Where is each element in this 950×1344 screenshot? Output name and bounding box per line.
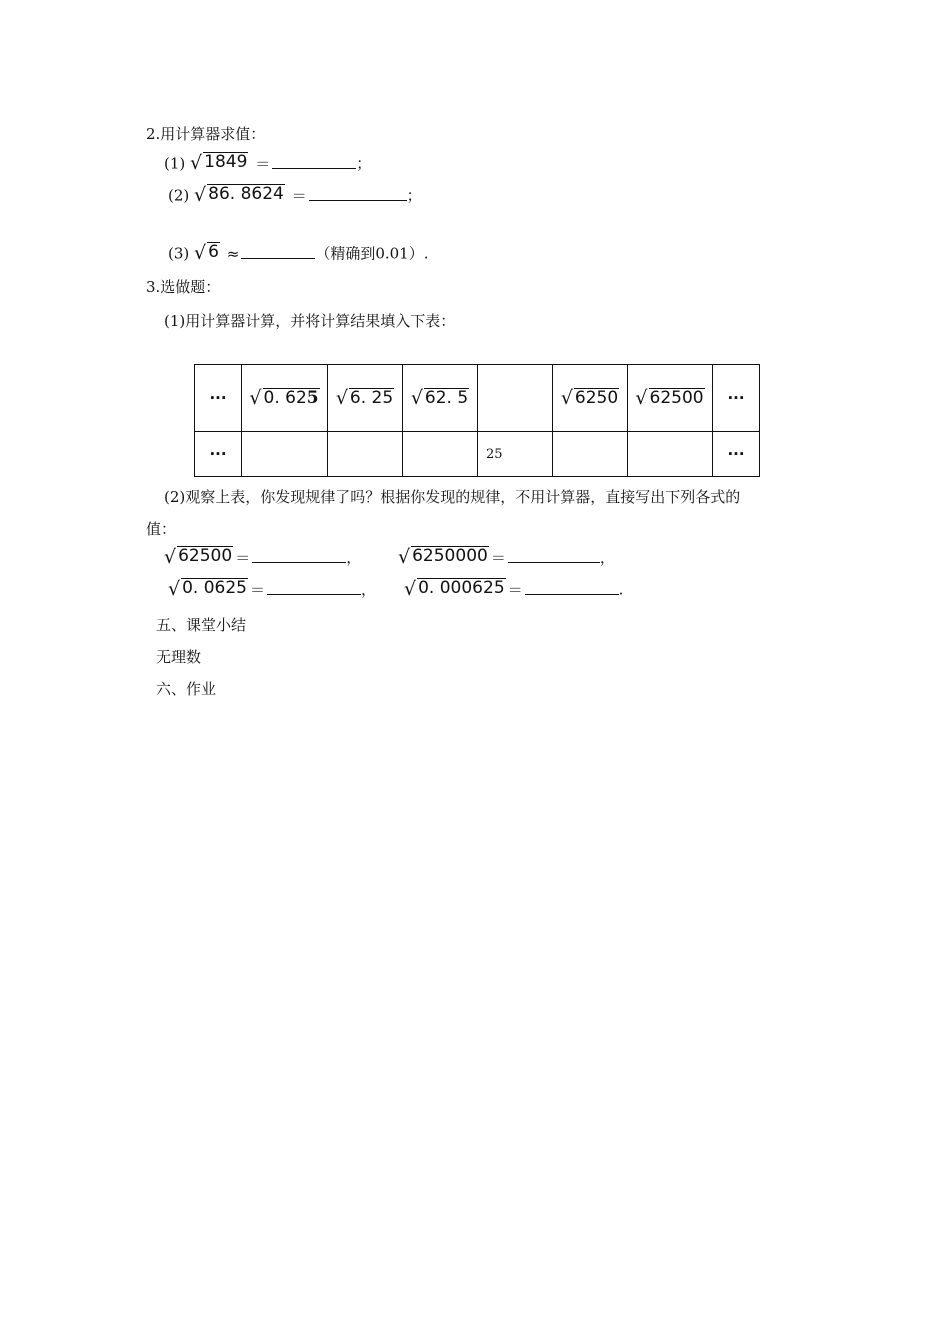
- table-cell: [553, 365, 628, 432]
- expr-end: .: [618, 580, 624, 599]
- equals-sign: ＝: [235, 548, 251, 567]
- precision-note: （精确到0.01）.: [315, 244, 429, 263]
- radicand: 0. 625: [263, 387, 319, 408]
- sqrt-expr: [249, 388, 319, 409]
- table-cell: [628, 365, 713, 432]
- expr-4: [404, 578, 623, 600]
- sqrt-expr: [411, 388, 469, 409]
- answer-cell: [478, 432, 553, 477]
- item-3: [168, 242, 429, 264]
- equals-sign: ＝: [250, 580, 266, 599]
- item-end: ；: [356, 154, 372, 173]
- table-cell: [478, 365, 553, 432]
- radical-icon: √: [249, 387, 262, 410]
- radical-icon: √: [404, 577, 417, 600]
- section-3-title: 3.选做题：: [146, 278, 221, 296]
- expr-1: [164, 546, 361, 568]
- calc-table: [194, 364, 760, 477]
- answer-blank-expr-1[interactable]: [252, 548, 346, 563]
- item-3-label: (3): [168, 244, 190, 263]
- radical-icon: √: [635, 387, 648, 410]
- table-row: [195, 432, 760, 477]
- part-2-instruction-cont: 值：: [146, 520, 177, 538]
- ellipsis-cell: [713, 432, 760, 477]
- radicand: 0. 000625: [418, 578, 505, 598]
- answer-cell[interactable]: [403, 432, 478, 477]
- expr-2: [398, 546, 615, 568]
- section-5-title: 五、课堂小结: [156, 616, 247, 634]
- item-1: [164, 152, 371, 174]
- radicand: 62500: [178, 546, 233, 566]
- radical-icon: √: [194, 241, 207, 264]
- answer-blank-expr-3[interactable]: [267, 580, 361, 595]
- answer-blank-expr-2[interactable]: [508, 548, 600, 563]
- sqrt-86-8624: [194, 184, 285, 205]
- radicand: 6250: [574, 387, 619, 408]
- expr-end: ，: [599, 548, 615, 567]
- section-6-title: 六、作业: [156, 680, 217, 698]
- ellipsis: ···: [209, 389, 227, 407]
- ellipsis: ···: [209, 445, 227, 463]
- equals-sign: ＝: [255, 154, 271, 173]
- radicand: 6. 25: [349, 387, 394, 408]
- radicand: 62500: [649, 387, 704, 408]
- ellipsis: ···: [727, 445, 745, 463]
- answer-cell[interactable]: [328, 432, 403, 477]
- answer-cell[interactable]: [553, 432, 628, 477]
- sqrt-0-000625: [404, 578, 506, 599]
- expr-3: [168, 578, 376, 600]
- radical-icon: √: [335, 387, 348, 410]
- answer-cell[interactable]: [628, 432, 713, 477]
- item-1-label: (1): [164, 154, 186, 173]
- sqrt-62500: [164, 546, 233, 567]
- ellipsis: ···: [727, 389, 745, 407]
- sqrt-expr: [336, 388, 394, 409]
- section-2-title: 2.用计算器求值：: [146, 125, 266, 143]
- sqrt-1849: [190, 152, 248, 173]
- expr-end: ，: [361, 580, 377, 599]
- radical-icon: √: [168, 577, 181, 600]
- answer-cell[interactable]: [242, 432, 328, 477]
- radical-icon: √: [410, 387, 423, 410]
- radicand: 6250000: [412, 546, 488, 566]
- sqrt-expr: [635, 388, 704, 409]
- table-cell: [242, 365, 328, 432]
- table-cell: [328, 365, 403, 432]
- section-5-content: 无理数: [156, 648, 202, 666]
- part-2-instruction: (2)观察上表，你发现规律了吗？根据你发现的规律，不用计算器，直接写出下列各式的: [164, 488, 741, 506]
- equals-sign: ＝: [490, 548, 506, 567]
- radicand: 1849: [204, 152, 248, 172]
- table-cell: [403, 365, 478, 432]
- radical-icon: √: [190, 151, 203, 174]
- radicand: 62. 5: [424, 387, 469, 408]
- radical-icon: √: [164, 545, 177, 568]
- equals-sign: ＝: [507, 580, 523, 599]
- ellipsis-cell: [713, 365, 760, 432]
- approx-sign: ≈: [226, 244, 240, 263]
- radical-icon: √: [194, 183, 207, 206]
- equals-sign: ＝: [291, 186, 307, 205]
- answer-value: 25: [486, 446, 503, 462]
- radicand: 6: [208, 242, 219, 262]
- radical-icon: √: [560, 387, 573, 410]
- part-1-instruction: (1)用计算器计算，并将计算结果填入下表：: [164, 312, 456, 330]
- ellipsis-cell: [195, 365, 242, 432]
- sqrt-expr: [561, 388, 619, 409]
- sqrt-6250000: [398, 546, 489, 567]
- answer-blank-3[interactable]: [241, 244, 315, 259]
- radicand: 0. 0625: [182, 578, 247, 598]
- expr-end: ，: [346, 548, 362, 567]
- item-end: ；: [406, 186, 422, 205]
- answer-blank-expr-4[interactable]: [525, 580, 619, 595]
- sqrt-0-0625: [168, 578, 248, 599]
- sqrt-6: [194, 242, 220, 263]
- ellipsis-cell: [195, 432, 242, 477]
- radical-icon: √: [398, 545, 411, 568]
- table-row: [195, 365, 760, 432]
- radicand: 86. 8624: [208, 184, 284, 204]
- item-2-label: (2): [168, 186, 190, 205]
- answer-blank-1[interactable]: [272, 154, 356, 169]
- item-2: [168, 184, 422, 206]
- answer-blank-2[interactable]: [309, 186, 407, 201]
